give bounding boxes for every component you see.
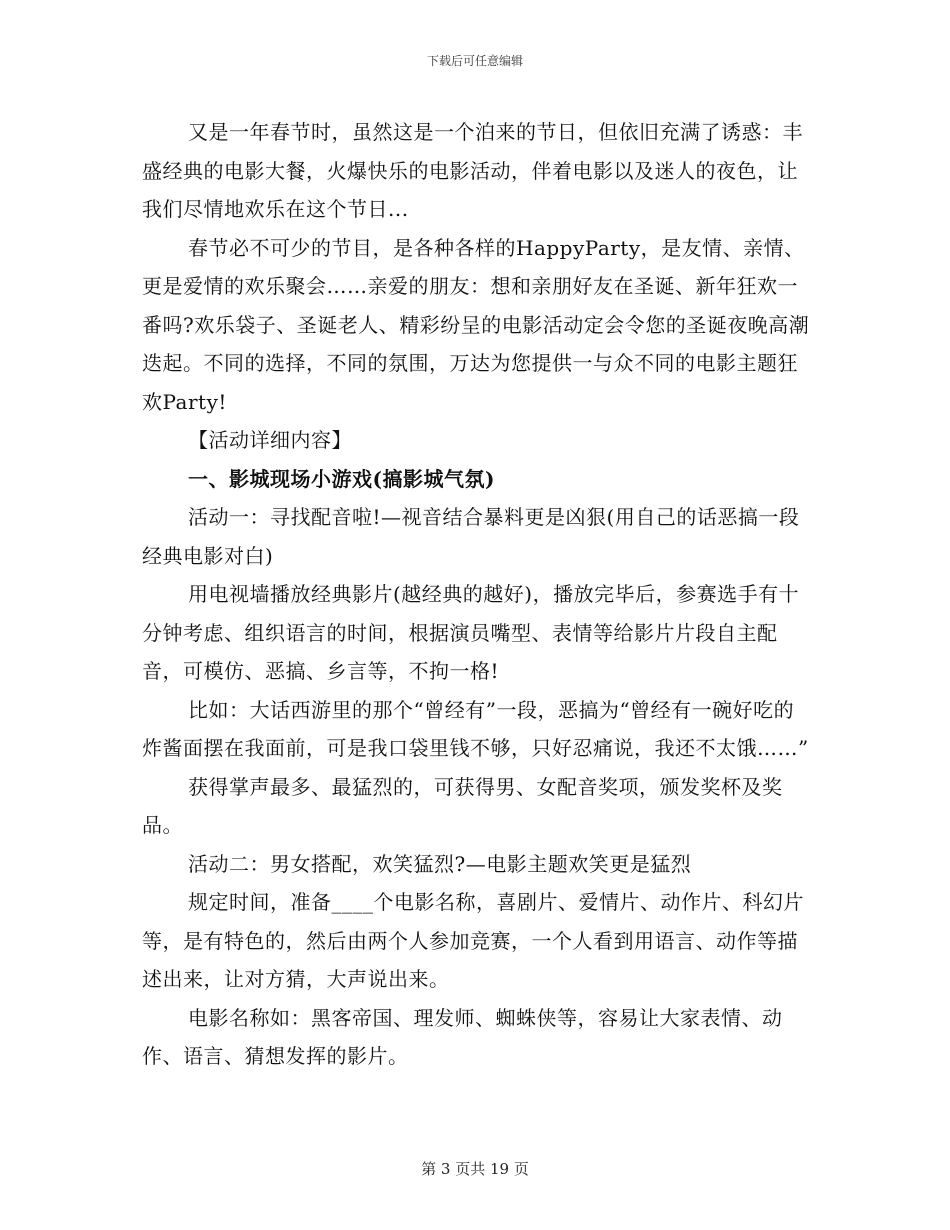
paragraph-activity-one: 活动一：寻找配音啦!—视音结合暴料更是凶狠(用自己的话恶搞一段经典电影对白) xyxy=(142,505,800,568)
paragraph-example: 比如：大话西游里的那个“曾经有”一段，恶搞为“曾经有一碗好吃的炸酱面摆在我面前，可是我口袋里钱不够，只好忍痛说，我还不太饿……” xyxy=(142,697,809,760)
page-footer: 第 3 页共 19 页 xyxy=(421,1160,529,1178)
section-label: 【活动详细内容】 xyxy=(188,428,352,452)
paragraph-party: 春节必不可少的节目，是各种各样的HappyParty，是友情、亲情、更是爱情的欢乐聚会……亲爱的朋友：想和亲朋好友在圣诞、新年狂欢一番吗?欢乐袋子、圣诞老人、精彩纷呈的电影活动定会令您的圣诞夜晚高潮迭起。不同的选择，不同的氛围，万达为您提供一与众不同的电影主题狂欢Party! xyxy=(142,235,810,414)
document-body xyxy=(142,113,814,1076)
paragraph-award: 获得掌声最多、最猛烈的，可获得男、女配音奖项，颁发奖杯及奖品。 xyxy=(142,774,783,837)
paragraph-intro: 又是一年春节时，虽然这是一个泊来的节日，但依旧充满了诱惑：丰盛经典的电影大餐，火爆快乐的电影活动，伴着电影以及迷人的夜色，让我们尽情地欢乐在这个节日... xyxy=(142,120,803,221)
page-header: 下载后可任意编辑 xyxy=(426,54,523,68)
paragraph-movie-names: 电影名称如：黑客帝国、理发师、蜘蛛侠等，容易让大家表情、动作、语言、猜想发挥的影片。 xyxy=(142,1005,783,1068)
paragraph-activity-two-rules: 规定时间，准备____个电影名称，喜剧片、爱情片、动作片、科幻片等，是有特色的，然后由两个人参加竞赛，一个人看到用语言、动作等描述出来，让对方猜，大声说出来。 xyxy=(142,890,804,991)
section-heading: 一、影城现场小游戏(搞影城气氛) xyxy=(188,466,495,491)
paragraph-activity-one-detail: 用电视墙播放经典影片(越经典的越好)，播放完毕后，参赛选手有十分钟考虑、组织语言的时间，根据演员嘴型、表情等给影片片段自主配音，可模仿、恶搞、乡言等，不拘一格! xyxy=(142,582,800,683)
paragraph-activity-two: 活动二：男女搭配，欢笑猛烈?—电影主题欢笑更是猛烈 xyxy=(188,851,692,876)
